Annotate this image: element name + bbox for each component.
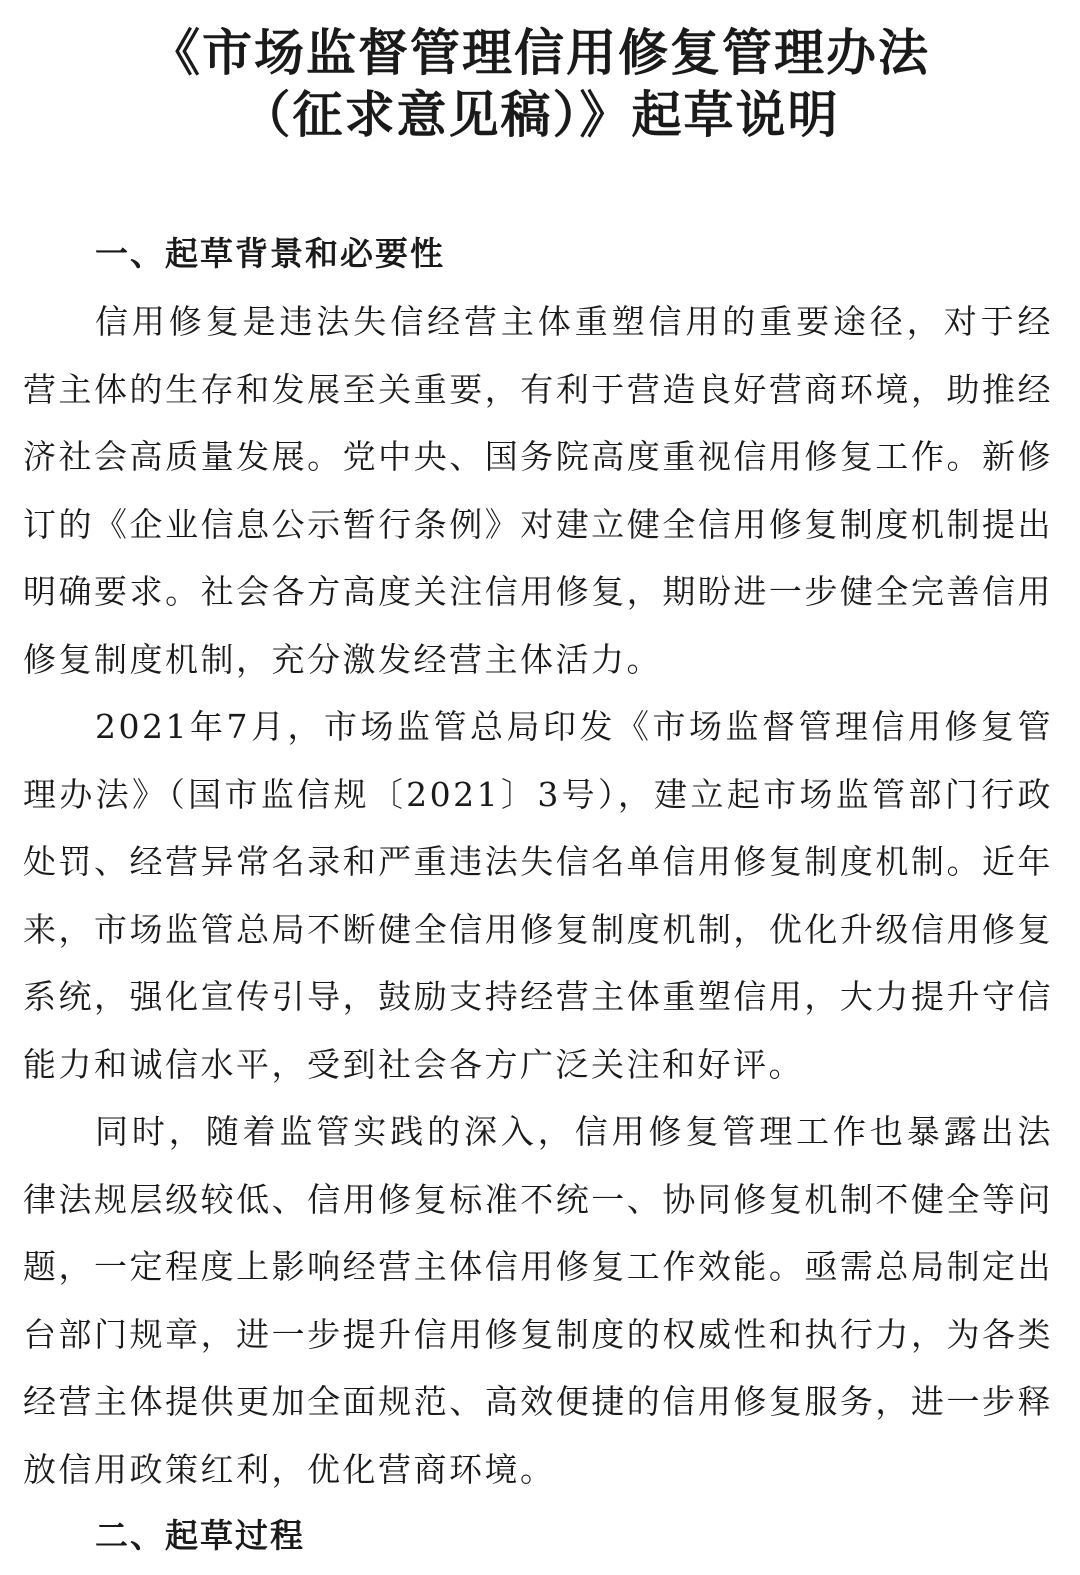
section-heading-process: 二、起草过程 <box>95 1516 305 1555</box>
section-heading-background: 一、起草背景和必要性 <box>95 234 445 273</box>
paragraph: 2021年7月，市场监管总局印发《市场监督管理信用修复管理办法》（国市监信规〔2021〕3号），建立起市场监管部门行政处罚、经营异常名录和严重违法失信名单信用修复制度机制。近年来，市场监管总局不断健全信用修复制度机制，优化升级信用修复系统，强化宣传引导，鼓励支持经营主体重塑信用，大力提升守信能力和诚信水平，受到社会各方广泛关注和好评。 <box>23 707 1053 1084</box>
paragraph: 同时，随着监管实践的深入，信用修复管理工作也暴露出法律法规层级较低、信用修复标准不统一、协同修复机制不健全等问题，一定程度上影响经营主体信用修复工作效能。亟需总局制定出台部门规章，进一步提升信用修复制度的权威性和执行力，为各类经营主体提供更加全面规范、高效便捷的信用修复服务，进一步释放信用政策红利，优化营商环境。 <box>23 1112 1053 1489</box>
paragraph: 信用修复是违法失信经营主体重塑信用的重要途径，对于经营主体的生存和发展至关重要，有利于营造良好营商环境，助推经济社会高质量发展。党中央、国务院高度重视信用修复工作。新修订的《企业信息公示暂行条例》对建立健全信用修复制度机制提出明确要求。社会各方高度关注信用修复，期盼进一步健全完善信用修复制度机制，充分激发经营主体活力。 <box>23 302 1053 679</box>
document-title-line-2: （征求意见稿）》起草说明 <box>240 86 840 144</box>
document-title-line-1: 《市场监督管理信用修复管理办法 <box>150 24 930 82</box>
